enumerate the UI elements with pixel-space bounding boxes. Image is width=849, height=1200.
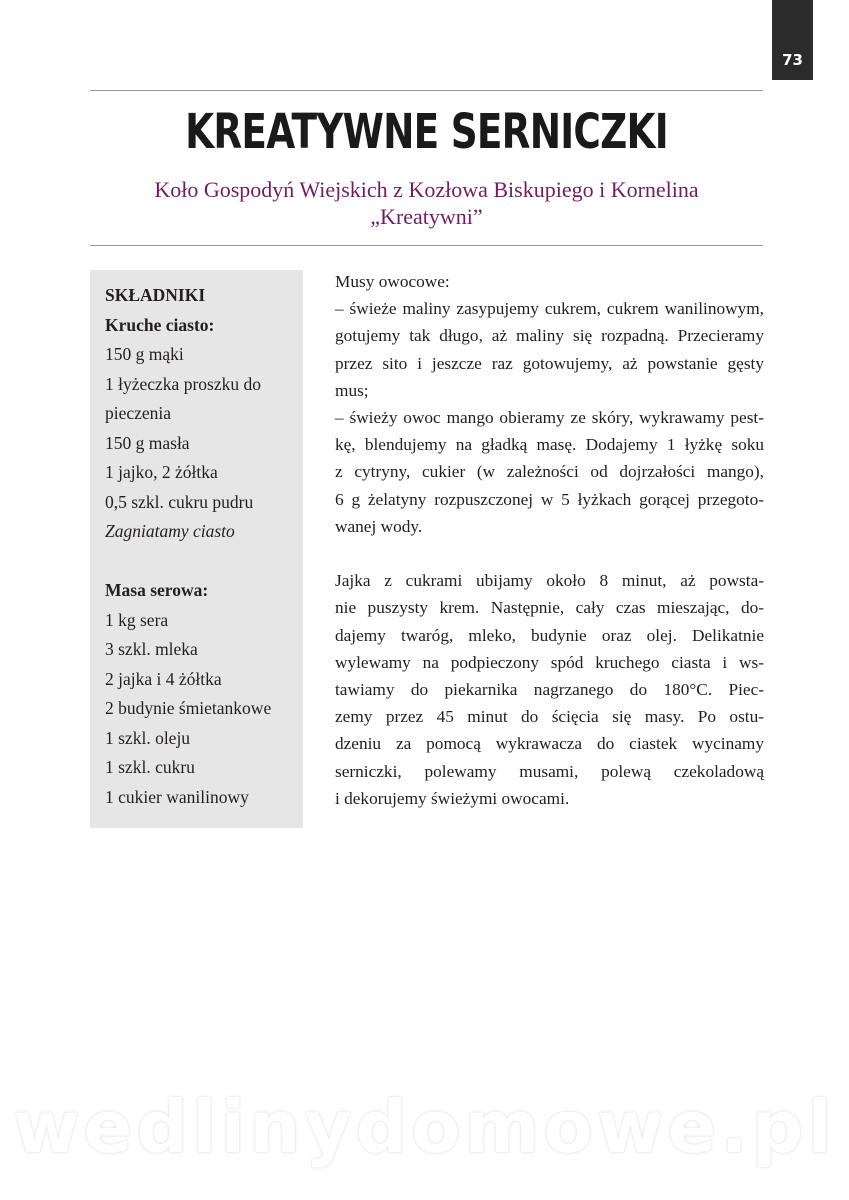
ingredient-item: 1 jajko, 2 żółtka [105, 462, 218, 482]
text-line: Musy owocowe: [335, 272, 450, 291]
ingredient-item: 1 kg sera [105, 609, 169, 630]
text-line: wanej wody. [335, 516, 423, 536]
subtitle-line-1: Koło Gospodyń Wiejskich z Kozłowa Biskupiego i Kornelina [154, 177, 699, 202]
ingredient-item: 1 szkl. oleju [105, 727, 191, 748]
ingredient-item: 3 szkl. mleka [105, 639, 198, 659]
text-line: tawiamy do piekarnika nagrzanego do 180°C. Piec- [335, 680, 764, 700]
ingredients-box [90, 270, 303, 828]
text-line: – świeże maliny zasypujemy cukrem, cukrem wanilinowym, [335, 299, 764, 319]
ingredients-list [105, 281, 300, 812]
text-line: zemy przez 45 minut do ścięcia się masy. Po ostu- [335, 707, 764, 727]
ingredient-item: 1 cukier wanilinowy [105, 786, 249, 807]
crust-note: Zagniatamy ciasto [105, 521, 235, 541]
header-divider [90, 245, 763, 246]
method-text [335, 268, 764, 812]
method-paragraph-2 [335, 567, 764, 812]
ingredient-item: 150 g masła [105, 432, 190, 453]
text-line: Jajka z cukrami ubijamy około 8 minut, aż powsta- [335, 571, 764, 591]
text-line: i dekorujemy świeżymi owocami. [335, 788, 570, 808]
text-line: serniczki, polewamy musami, polewą czekoladową [335, 761, 764, 781]
top-divider [90, 90, 763, 91]
text-line: dajemy twaróg, mleko, budynie oraz olej. Delikatnie [335, 625, 764, 645]
page-number: 73 [782, 51, 803, 69]
text-line: nie puszysty krem. Następnie, cały czas mieszając, do- [335, 598, 764, 618]
cheese-heading: Masa serowa: [105, 580, 209, 600]
ingredient-item: 1 łyżeczka proszku do [105, 373, 261, 394]
ingredient-item: 1 szkl. cukru [105, 757, 195, 777]
paragraph-spacer [335, 540, 764, 567]
ingredients-heading: SKŁADNIKI [105, 285, 206, 305]
section-spacer [105, 547, 300, 577]
method-paragraph-1 [335, 268, 764, 540]
ingredient-item: 0,5 szkl. cukru pudru [105, 491, 254, 512]
subtitle [90, 176, 763, 230]
ingredient-item: 2 budynie śmietankowe [105, 698, 272, 718]
text-line: dzeniu za pomocą wykrawacza do ciastek wycinamy [335, 734, 764, 754]
text-line: przez sito i jeszcze raz gotowujemy, aż powstanie gęsty [335, 353, 764, 373]
text-line: 6 g żelatyny rozpuszczonej w 5 łyżkach gorącej przegoto- [335, 489, 764, 509]
subtitle-line-2: „Kreatywni” [370, 204, 483, 229]
text-line: z cytryny, cukier (w zależności od dojrzałości mango), [335, 462, 764, 482]
text-line: wylewamy na podpieczony spód kruchego ciasta i ws- [335, 652, 764, 672]
text-line: kę, blendujemy na gładką masę. Dodajemy 1 łyżkę soku [335, 435, 764, 455]
text-line: gotujemy tak długo, aż maliny się rozpadną. Przecieramy [335, 326, 764, 346]
watermark: wedlinydomowe.pl [13, 1085, 836, 1169]
page-title: KREATYWNE SERNICZKI [185, 104, 668, 160]
text-line: – świeży owoc mango obieramy ze skóry, wykrawamy pest- [335, 408, 764, 428]
ingredient-item: pieczenia [105, 403, 172, 423]
ingredient-item: 150 g mąki [105, 344, 184, 364]
crust-heading: Kruche ciasto: [105, 314, 215, 335]
page-number-tab [772, 0, 813, 80]
ingredient-item: 2 jajka i 4 żółtka [105, 668, 222, 689]
text-line: mus; [335, 380, 369, 400]
